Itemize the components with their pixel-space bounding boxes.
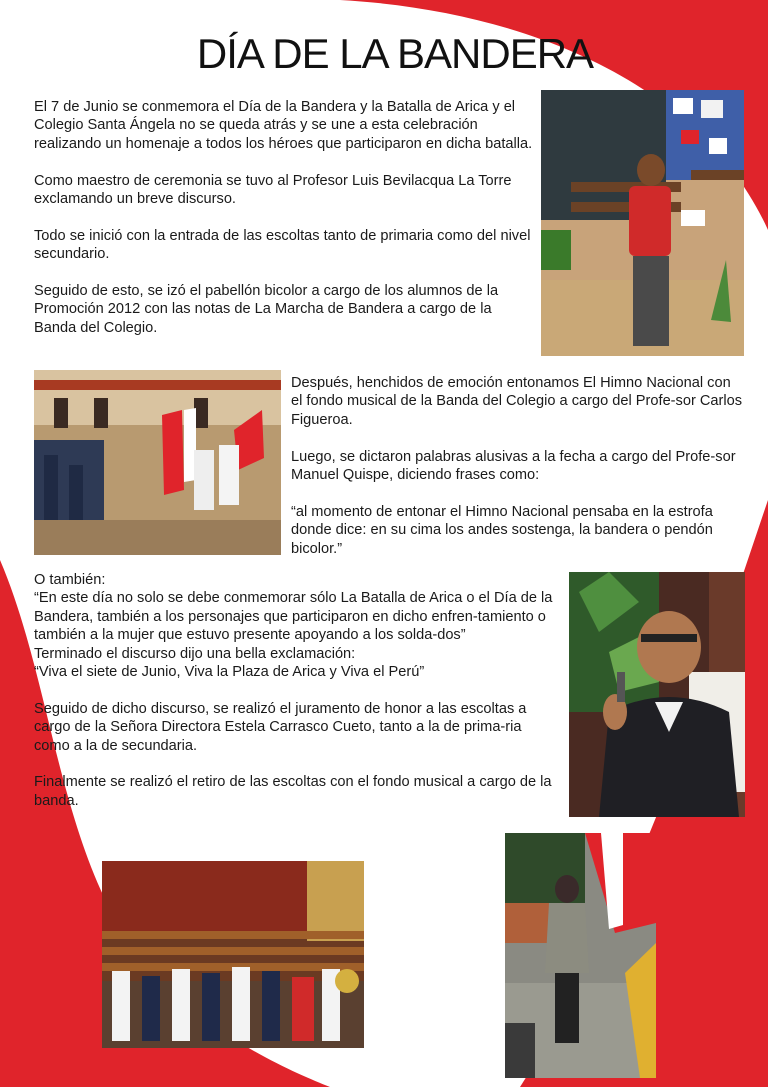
page-title: DÍA DE LA BANDERA — [196, 30, 594, 77]
paragraph: Como maestro de ceremonia se tuvo al Profesor Luis Bevilacqua La Torre exclamando un breve discurso. — [34, 172, 512, 208]
speech-text-block — [34, 571, 554, 810]
paragraph: Seguido de dicho discurso, se realizó el juramento de honor a las escoltas a cargo de la Señora Directora Estela Carrasco Cueto, tanto a la de prima-ria como a la de secundaria. — [34, 700, 527, 754]
photo-master-of-ceremonies — [541, 90, 744, 356]
intro-text-block — [34, 98, 534, 337]
paragraph: “al momento de entonar el Himno Nacional pensaba en la estrofa donde dice: en su cima los andes sostenga, la bandera o pendón bicolor.” — [291, 503, 713, 557]
paragraph: Todo se inició con la entrada de las escoltas tanto de primaria como del nivel secundario. — [34, 227, 531, 263]
anthem-text-block — [291, 374, 746, 558]
paragraph: El 7 de Junio se conmemora el Día de la Bandera y la Batalla de Arica y el Colegio Santa Ángela no se queda atrás y se une a esta celebración realizando un homenaje a todos los héroes que participaron en dicha batalla. — [34, 99, 533, 152]
photo-speaker-microphone — [569, 572, 745, 817]
paragraph: Finalmente se realizó el retiro de las escoltas con el fondo musical a cargo de la banda. — [34, 774, 552, 809]
paragraph: Seguido de esto, se izó el pabellón bicolor a cargo de los alumnos de la Promoción 2012 con las notas de La Marcha de Bandera a cargo de la Banda del Colegio. — [34, 283, 499, 336]
photo-flag-escorts — [34, 370, 281, 555]
paragraph: Luego, se dictaron palabras alusivas a la fecha a cargo del Profe-sor Manuel Quispe, diciendo frases como: — [291, 448, 736, 484]
paragraph: Después, henchidos de emoción entonamos El Himno Nacional con el fondo musical de la Banda del Colegio a cargo del Profe-sor Carlos Figueroa. — [291, 375, 743, 428]
photo-director-speech — [505, 833, 656, 1078]
photo-school-band — [102, 861, 364, 1048]
paragraph: O también: “En este día no solo se debe conmemorar sólo La Batalla de Arica o el Día de la Bandera, también a los personajes que participaron en dicho enfren-tamiento o también a la mujer que estuvo presente apoyando a los solda-dos” Terminado el discurso dijo una bella exclamación: “Viva el siete de Junio, Viva la Plaza de Arica y Viva el Perú” — [34, 572, 553, 681]
